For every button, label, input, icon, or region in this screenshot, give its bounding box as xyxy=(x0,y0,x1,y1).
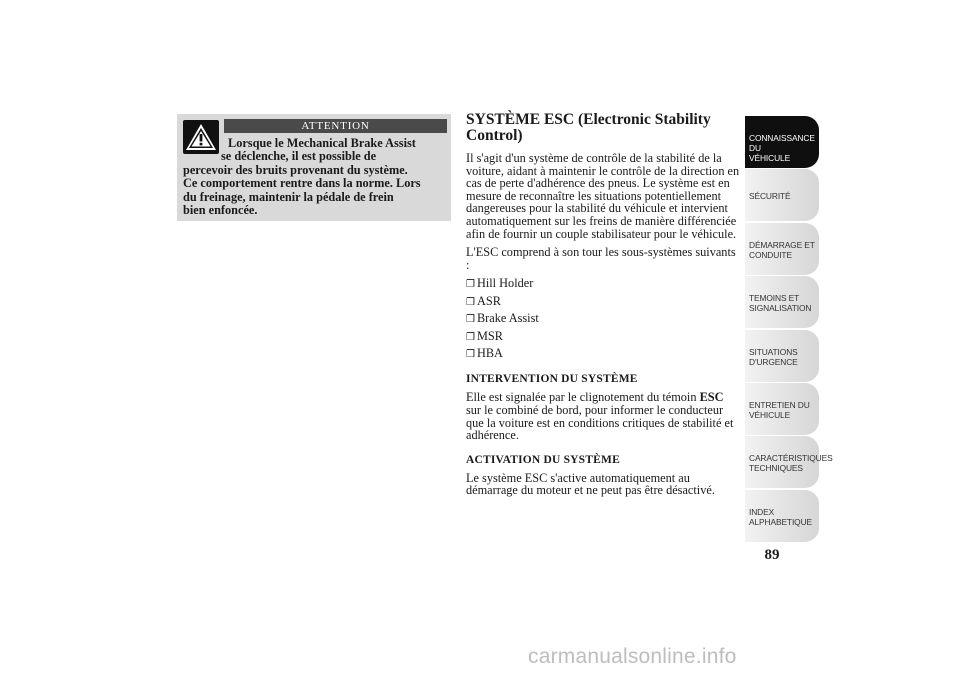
text-span: sur le combiné de bord, pour informer le conducteur que la voiture est en conditions critiques de stabilité et adhérence. xyxy=(466,402,734,443)
list-item xyxy=(466,330,741,344)
list-item-label: ASR xyxy=(476,293,501,308)
attention-box xyxy=(177,114,451,221)
tab-label: D'URGENCE xyxy=(749,356,798,367)
tab-connaissance-du-vehicule[interactable] xyxy=(745,116,819,168)
title-line: Control) xyxy=(466,127,523,144)
attention-line: percevoir des bruits provenant du système. xyxy=(183,162,408,177)
checkbox-bullet-icon: ❒ xyxy=(466,331,475,343)
tab-securite[interactable] xyxy=(745,169,819,221)
attention-line: se déclenche, il est possible de xyxy=(221,149,377,164)
text-span: Elle est signalée par le clignotement du témoin xyxy=(466,390,697,405)
section-paragraph: Le système ESC s'active automatiquement au démarrage du moteur et ne peut pas être désactivé. xyxy=(466,470,715,498)
list-item xyxy=(466,277,741,291)
tab-caracteristiques-techniques[interactable] xyxy=(745,436,833,488)
attention-line: Lorsque le Mechanical Brake Assist xyxy=(228,136,416,150)
attention-header: ATTENTION xyxy=(224,119,447,133)
tab-label: CARACTÉRISTIQUES xyxy=(749,453,833,464)
title-line: SYSTÈME ESC (Electronic Stability xyxy=(466,111,711,128)
esc-label: ESC xyxy=(699,390,724,405)
list-item xyxy=(466,347,741,361)
attention-line: du freinage, maintenir la pédale de frein xyxy=(183,189,394,204)
section-heading: INTERVENTION DU SYSTÈME xyxy=(466,373,638,386)
subsystem-list xyxy=(466,277,741,361)
tab-label: ALPHABETIQUE xyxy=(749,516,813,527)
attention-text xyxy=(183,137,448,217)
intro-paragraph: Il s'agit d'un système de contrôle de la stabilité de la voiture, aidant à maintenir le contrôle de la direction en cas de perte d'adhérence des pneus. Le système est en mesure de reconnaître les situations potentiellement dangereuses pour la stabilité du véhicule et intervient automatiquement sur les freins de manière différenciée afin de fournir un couple stabilisateur pour le véhicule. xyxy=(466,151,740,241)
attention-line: bien enfoncée. xyxy=(183,203,258,218)
list-item xyxy=(466,312,741,326)
page-title xyxy=(466,112,741,144)
list-item-label: MSR xyxy=(476,328,503,343)
tab-label: INDEX xyxy=(749,506,775,517)
list-item xyxy=(466,295,741,309)
tab-situations-d-urgence[interactable] xyxy=(745,330,819,382)
tab-label: TECHNIQUES xyxy=(749,463,803,474)
list-item-label: Hill Holder xyxy=(476,276,534,291)
tab-label: TEMOINS ET xyxy=(749,293,800,304)
section-paragraph xyxy=(466,391,741,441)
tab-label: SITUATIONS xyxy=(749,346,798,357)
tab-label: CONNAISSANCE DU xyxy=(749,133,815,153)
page-number: 89 xyxy=(764,547,780,563)
tab-demarrage-et-conduite[interactable] xyxy=(745,223,819,275)
list-item-label: HBA xyxy=(476,346,503,361)
attention-line: Ce comportement rentre dans la norme. Lors xyxy=(183,176,421,191)
tab-label: DÉMARRAGE ET xyxy=(749,239,815,250)
tab-index-alphabetique[interactable] xyxy=(745,490,819,542)
checkbox-bullet-icon: ❒ xyxy=(466,279,475,291)
checkbox-bullet-icon: ❒ xyxy=(466,314,475,326)
list-intro: L'ESC comprend à son tour les sous-systèmes suivants : xyxy=(466,245,736,272)
tab-label: ENTRETIEN DU xyxy=(749,399,810,410)
tab-label: VÉHICULE xyxy=(749,153,791,163)
checkbox-bullet-icon: ❒ xyxy=(466,349,475,361)
tab-label: VÉHICULE xyxy=(749,409,791,420)
list-item-label: Brake Assist xyxy=(476,311,539,326)
checkbox-bullet-icon: ❒ xyxy=(466,296,475,308)
tab-label: CONDUITE xyxy=(749,249,792,260)
tab-entretien-du-vehicule[interactable] xyxy=(745,383,819,435)
tab-temoins-et-signalisation[interactable] xyxy=(745,276,819,328)
chapter-tabs xyxy=(745,116,833,543)
tab-label: SÉCURITÉ xyxy=(749,191,791,202)
section-heading: ACTIVATION DU SYSTÈME xyxy=(466,453,620,466)
main-column xyxy=(466,112,741,503)
watermark: carmanualsonline.info xyxy=(528,645,737,668)
tab-label: SIGNALISATION xyxy=(749,303,812,314)
